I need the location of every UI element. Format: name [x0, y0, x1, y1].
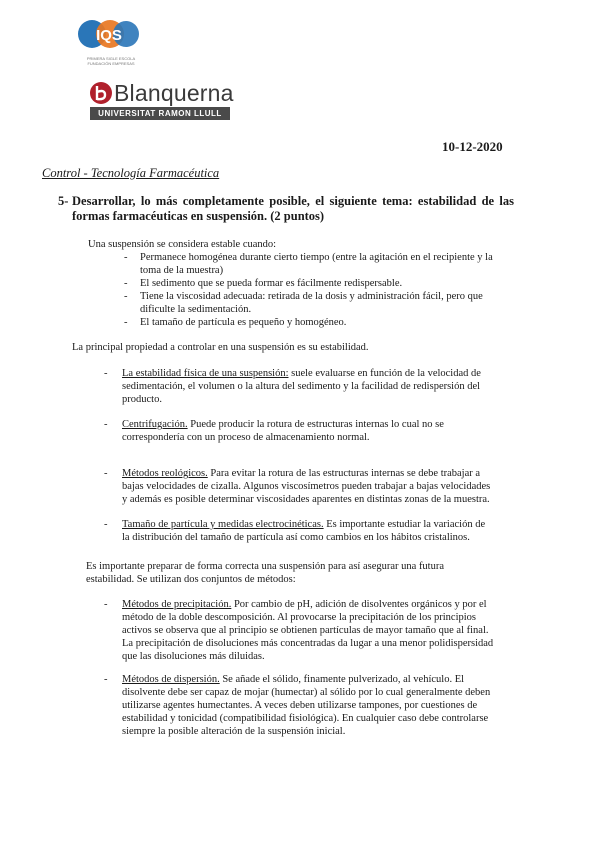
stability-dash: -	[104, 368, 108, 379]
blanquerna-logo	[90, 80, 234, 124]
condition-4-line1: El tamaño de partícula es pequeño y homogéneo.	[140, 317, 347, 328]
stability-item-2-title: Centrifugación.	[122, 419, 188, 430]
iqs-logo-text: IQS	[96, 27, 122, 44]
method-dash: -	[104, 674, 108, 685]
condition-dash: -	[124, 291, 128, 302]
stability-item-4-title: Tamaño de partícula y medidas electrocinéticas.	[122, 519, 324, 530]
blanquerna-b-icon	[90, 81, 112, 105]
question-number: 5-	[58, 194, 69, 208]
exam-date: 10-12-2020	[442, 139, 503, 154]
method-1-line: método de la doble descomposición. Al provocarse la precipitación de los principios	[122, 612, 476, 623]
stability-item-2-line: correspondería con un proceso de almacenamiento normal.	[122, 432, 370, 443]
method-2-line: utilizarse agentes humectantes. A veces deben utilizarse tampones, por cuestiones de	[122, 700, 478, 711]
method-2-rest: Se añade el sólido, finamente pulverizado, al vehículo. El	[219, 674, 465, 685]
iqs-subtitle-line1: PRIMERA SIGLE ESCOLA	[86, 56, 136, 61]
stability-item-1-line: producto.	[122, 394, 162, 405]
stability-item-4-rest: Es importante estudiar la variación de	[323, 519, 486, 530]
condition-1-line2: toma de la muestra)	[140, 265, 224, 276]
iqs-subtitle-line2: FUNDACIÓN EMPRESAS	[87, 61, 135, 66]
stability-item-1-rest: suele evaluarse en función de la velocidad de	[288, 368, 481, 379]
stability-item-1	[122, 367, 481, 381]
subject-title: Control - Tecnología Farmacéutica	[42, 166, 220, 180]
condition-2-line1: El sedimento que se pueda formar es fácilmente redispersable.	[140, 278, 403, 289]
stability-item-3-rest: Para evitar la rotura de las estructuras internas se debe trabajar a	[207, 468, 481, 479]
question-text: Desarrollar, lo más completamente posible, el siguiente tema: estabilidad de las formas farmacéuticas en suspensión. (2 puntos)	[72, 194, 514, 223]
method-2-line: siempre la posible alteración de la suspensión inicial.	[122, 726, 346, 737]
stability-item-3-title: Métodos reológicos.	[122, 468, 208, 479]
stability-dash: -	[104, 468, 108, 479]
stability-item-1-line: sedimentación, el volumen o la altura del sedimento y la facilidad de redispersión del	[122, 381, 481, 392]
condition-3-line1: Tiene la viscosidad adecuada: retirada de la dosis y administración fácil, pero que	[140, 291, 483, 302]
method-2-line: disolvente debe ser capaz de mojar (humectar) al sólido por lo cual generalmente deben	[122, 687, 491, 698]
stability-item-4-line: la distribución del tamaño de partícula así como cambios en los hábitos cristalinos.	[122, 532, 470, 543]
stability-item-3	[122, 467, 480, 481]
prep-line1: Es importante preparar de forma correcta una suspensión para así asegurar una futura	[86, 561, 445, 572]
condition-3-line2: dificulte la sedimentación.	[140, 304, 252, 315]
blanquerna-name: Blanquerna	[114, 80, 234, 106]
stability-item-2	[122, 418, 444, 432]
stability-item-2-rest: Puede producir la rotura de estructuras internas lo cual no se	[187, 419, 444, 430]
method-1-line: activos se observa que al principio se obtienen partículas de mayor tamaño que al final.	[122, 625, 489, 636]
method-dash: -	[104, 599, 108, 610]
condition-1-line1: Permanece homogénea durante cierto tiempo (entre la agitación en el recipiente y la	[140, 252, 493, 263]
method-1-line: que las disoluciones más diluidas.	[122, 651, 265, 662]
method-1-title: Métodos de precipitación.	[122, 599, 232, 610]
intro-text: Una suspensión se considera estable cuando:	[88, 239, 277, 250]
method-1-rest: Por cambio de pH, adición de disolventes orgánicos y por el	[231, 599, 487, 610]
stability-dash: -	[104, 419, 108, 430]
iqs-logo-mark	[76, 16, 146, 56]
method-2	[122, 673, 464, 687]
method-1	[122, 598, 487, 612]
method-2-line: estabilidad y tonicidad (compatibilidad fisiológica). En cualquier caso debe controlarse	[122, 713, 489, 724]
blanquerna-subtitle: UNIVERSITAT RAMON LLULL	[90, 107, 230, 120]
stability-item-3-line: bajas velocidades de cizalla. Algunos viscosímetros pueden trabajar a bajas velocidades	[122, 481, 491, 492]
principal-text: La principal propiedad a controlar en una suspensión es su estabilidad.	[72, 342, 369, 353]
stability-item-3-line: y además es posible determinar viscosidades aparentes en distintas zonas de la muestra.	[122, 494, 490, 505]
condition-dash: -	[124, 317, 128, 328]
method-2-title: Métodos de dispersión.	[122, 674, 220, 685]
stability-dash: -	[104, 519, 108, 530]
stability-item-4	[122, 518, 485, 532]
method-1-line: La precipitación de disoluciones más concentradas da lugar a una menor polidispersidad	[122, 638, 494, 649]
condition-dash: -	[124, 278, 128, 289]
condition-dash: -	[124, 252, 128, 263]
iqs-subtitle	[76, 56, 146, 66]
iqs-logo	[76, 16, 146, 76]
prep-line2: estabilidad. Se utilizan dos conjuntos de métodos:	[86, 574, 296, 585]
stability-item-1-title: La estabilidad física de una suspensión:	[122, 368, 289, 379]
